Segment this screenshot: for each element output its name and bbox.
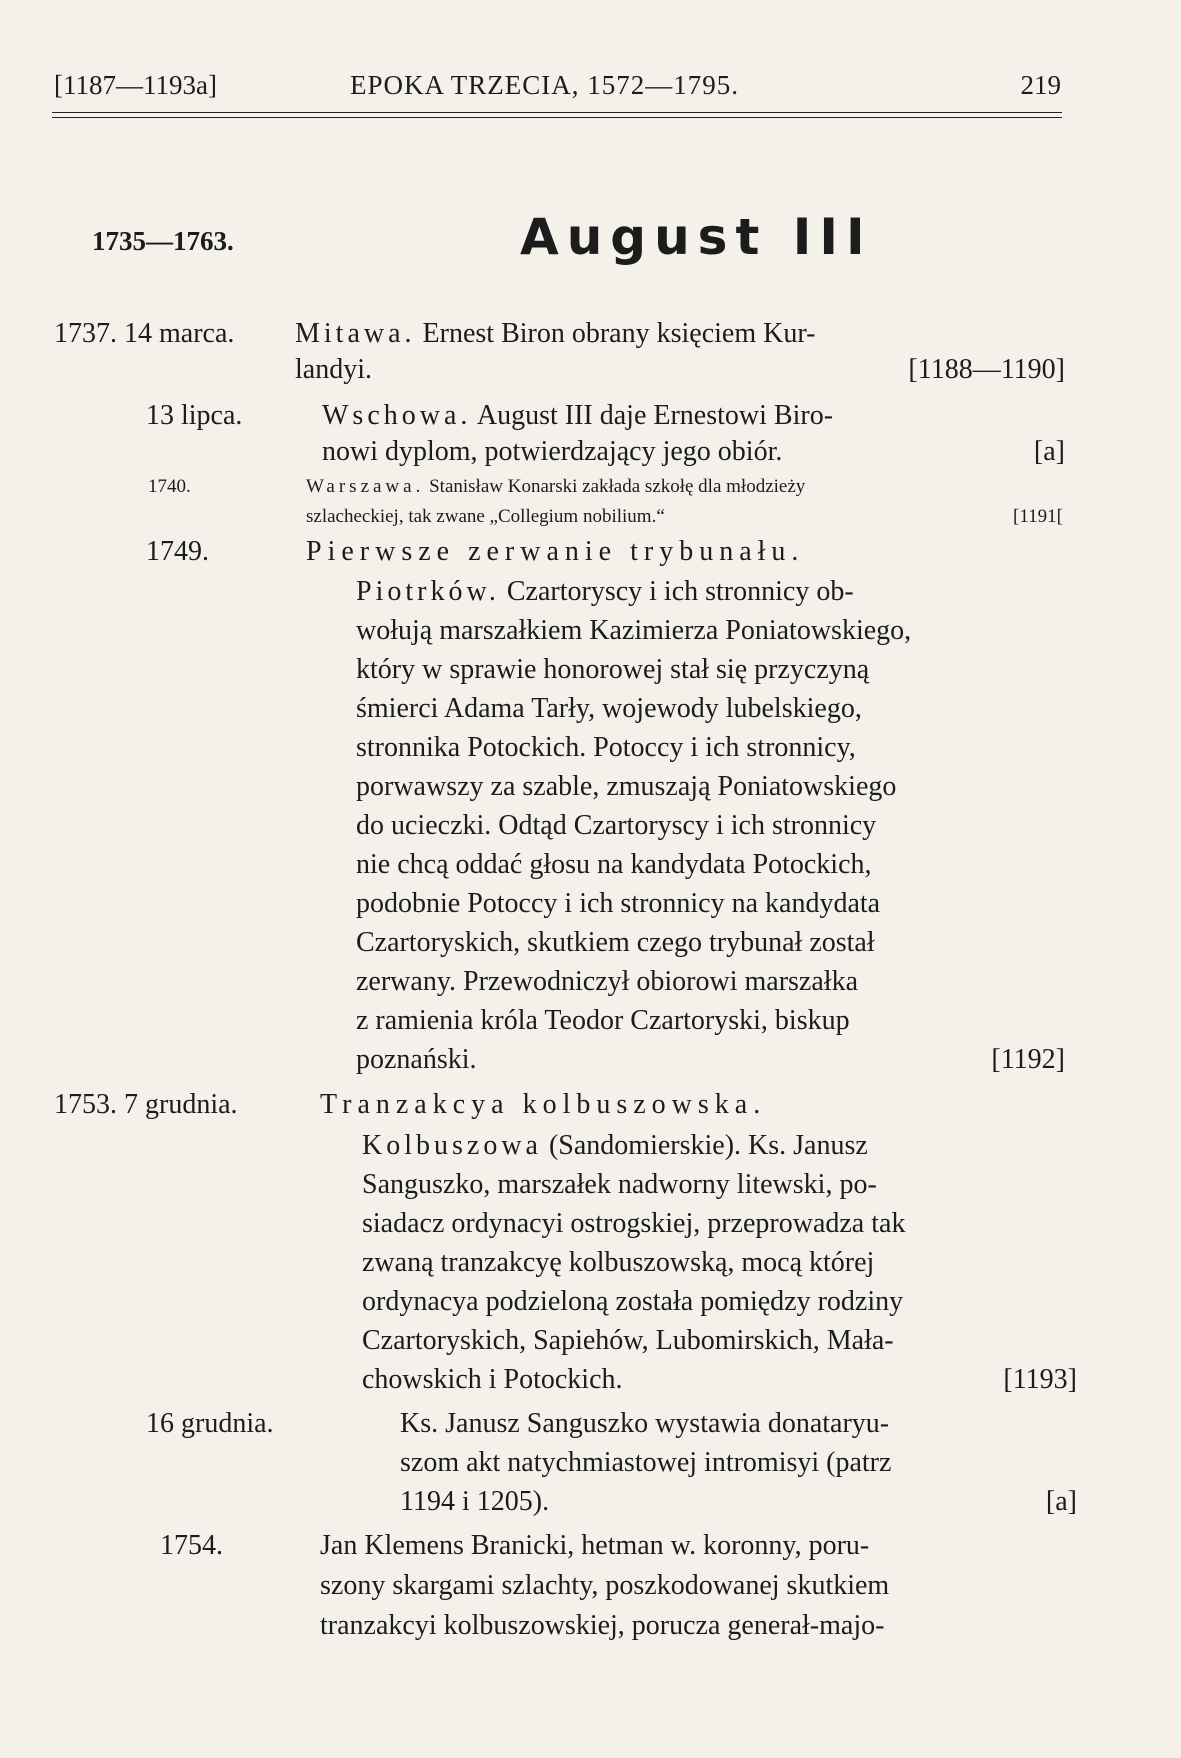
entry-text: August III daje Ernestowi Biro-: [476, 400, 834, 431]
entry-text: nie chcą oddać głosu na kandydata Potockich,: [356, 849, 872, 880]
entry-text: 1194 i 1205).: [400, 1486, 550, 1517]
section-title: August III: [520, 208, 873, 266]
entry-text: nowi dyplom, potwierdzający jego obiór.: [322, 436, 783, 467]
entry-date: 1754.: [160, 1530, 223, 1561]
entry-line: [306, 476, 805, 498]
entry-text: szlacheckiej, tak zwane „Collegium nobilium.“: [306, 506, 665, 527]
entry-text: śmierci Adama Tarły, wojewody lubelskiego,: [356, 693, 862, 724]
entry-text: Jan Klemens Branicki, hetman w. koronny, poru-: [320, 1530, 870, 1561]
entry-date: 1749.: [146, 536, 209, 567]
entry-text: ordynacya podzieloną została pomiędzy rodziny: [362, 1286, 904, 1317]
entry-heading: Pierwsze zerwanie trybunału.: [306, 536, 805, 567]
entry-text: tranzakcyi kolbuszowskiej, porucza generał-majo-: [320, 1610, 885, 1641]
entry-ref: [1191[: [1013, 506, 1063, 527]
entry-text: Ernest Biron obrany księciem Kur-: [422, 318, 816, 349]
entry-place: Warszawa.: [306, 476, 425, 497]
section-years: 1735—1763.: [92, 226, 234, 256]
page-number: 219: [1020, 70, 1061, 100]
entry-text: chowskich i Potockich.: [362, 1364, 623, 1395]
entry-heading: Tranzakcya kolbuszowska.: [320, 1089, 767, 1120]
header-epoch: EPOKA TRZECIA, 1572—1795.: [350, 70, 740, 100]
entry-ref: [1188—1190]: [908, 354, 1065, 385]
entry-date: 16 grudnia.: [146, 1408, 274, 1439]
entry-text: podobnie Potoccy i ich stronnicy na kandydata: [356, 888, 881, 919]
entry-text: wołują marszałkiem Kazimierza Poniatowskiego,: [356, 615, 912, 646]
entry-text: landyi.: [295, 354, 372, 385]
entry-text: szom akt natychmiastowej intromisyi (patrz: [400, 1447, 892, 1478]
entry-text: poznański.: [356, 1044, 477, 1075]
entry-text: (Sandomierskie). Ks. Janusz: [548, 1130, 868, 1161]
entry-text: zerwany. Przewodniczył obiorowi marszałka: [356, 966, 858, 997]
entry-ref: [a]: [1045, 1486, 1077, 1517]
entry-place: Piotrków.: [356, 576, 500, 607]
entry-text: Czartoryskich, skutkiem czego trybunał został: [356, 927, 875, 958]
entry-text: Czartoryscy i ich stronnicy ob-: [506, 576, 854, 607]
entry-text: Sanguszko, marszałek nadworny litewski, po-: [362, 1169, 877, 1200]
entry-date: 1737. 14 marca.: [54, 318, 235, 349]
header-range: [1187—1193a]: [54, 70, 217, 100]
header-rule: [52, 112, 1062, 113]
entry-text: stronnika Potockich. Potoccy i ich stronnicy,: [356, 732, 856, 763]
entry-line: [356, 576, 854, 608]
entry-line: [295, 318, 815, 350]
entry-text: szony skargami szlachty, poszkodowanej skutkiem: [320, 1570, 890, 1601]
entry-text: Stanisław Konarski zakłada szkołę dla młodzieży: [429, 476, 806, 497]
entry-ref: [1192]: [991, 1044, 1065, 1075]
entry-ref: [a]: [1033, 436, 1065, 467]
entry-ref: [1193]: [1003, 1364, 1077, 1395]
entry-place: Kolbuszowa: [362, 1130, 542, 1161]
entry-place: Wschowa.: [322, 400, 472, 431]
entry-text: siadacz ordynacyi ostrogskiej, przeprowadza tak: [362, 1208, 906, 1239]
entry-text: który w sprawie honorowej stał się przyczyną: [356, 654, 870, 685]
header-rule: [52, 117, 1062, 118]
entry-line: [362, 1130, 868, 1162]
entry-place: Mitawa.: [295, 318, 416, 349]
entry-text: do ucieczki. Odtąd Czartoryscy i ich stronnicy: [356, 810, 877, 841]
entry-text: z ramienia króla Teodor Czartoryski, biskup: [356, 1005, 850, 1036]
entry-date: 13 lipca.: [146, 400, 243, 431]
entry-text: Ks. Janusz Sanguszko wystawia donataryu-: [400, 1408, 890, 1439]
running-header: [40, 70, 1061, 110]
entry-line: [322, 400, 833, 432]
entry-text: zwaną tranzakcyę kolbuszowską, mocą której: [362, 1247, 875, 1278]
entry-text: Czartoryskich, Sapiehów, Lubomirskich, Mała-: [362, 1325, 894, 1356]
entry-date: 1753. 7 grudnia.: [54, 1089, 238, 1120]
entry-text: porwawszy za szable, zmuszają Poniatowskiego: [356, 771, 897, 802]
entry-date: 1740.: [148, 476, 191, 497]
